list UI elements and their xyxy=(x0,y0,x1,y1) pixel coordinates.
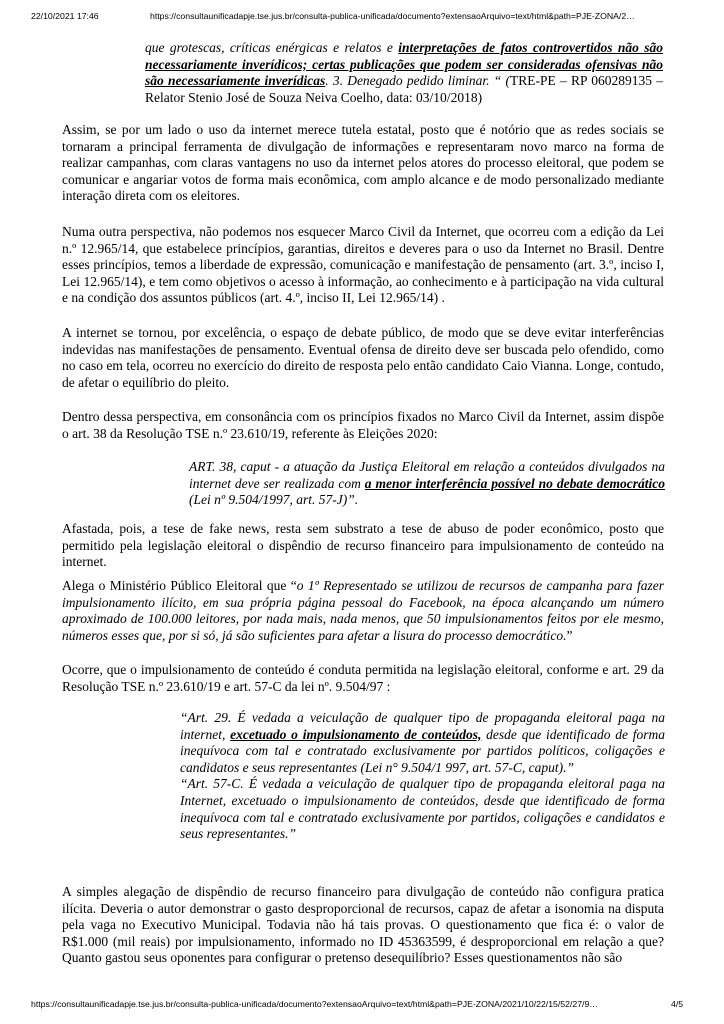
quote1-text-b: . 3. Denegado pedido liminar. “ ( xyxy=(325,73,511,89)
paragraph-8: A simples alegação de dispêndio de recurso financeiro para divulgação de conteúdo não configura pratica ilícita. Deveria o autor demonstrar o gasto desproporcional de recursos, capaz de afetar a isonomia na disputa pela vaga no Executivo Municipal. Todavia não há tais provas. O questionamento que fica é: o valor de R$1.000 (mil reais) por impulsionamento, informado no ID 45363599, é desproporcional em relação a que? Quanto gastou seus oponentes para configurar o pretenso desequilíbrio? Esses questionamentos não são xyxy=(62,884,664,966)
paragraph-4: Dentro dessa perspectiva, em consonância com os princípios fixados no Marco Civil da Internet, assim dispõe o art. 38 da Resolução TSE n.º 23.610/19, referente às Eleições 2020: xyxy=(62,409,664,441)
quote2-emphasis: a menor interferência possível no debate democrático xyxy=(364,475,665,491)
quote1-emphasis: interpretações de fatos controvertidos não são necessariamente inverídicos; certas publicações que podem ser consideradas ofensivas não são necessariamente inverídicas xyxy=(145,40,663,89)
paragraph-2: Numa outra perspectiva, não podemos nos esquecer Marco Civil da Internet, que ocorreu com a edição da Lei n.º 12.965/14, que estabelece princípios, garantias, direitos e deveres para o uso da Internet no Brasil. Dentre esses princípios, temos a liberdade de expressão, comunicação e manifestação de pensamento (art. 3.º, inciso I, Lei 12.965/14), e tem como objetivos o acesso à informação, ao conhecimento e à participação na vida cultural e na condição dos assuntos públicos (art. 4.º, inciso II, Lei 12.965/14) . xyxy=(62,224,664,306)
quote3-a-text-a: “Art. 29. É vedada a veiculação de qualquer tipo de propaganda eleitoral paga na internet, xyxy=(180,710,665,742)
quote1-text-a: que grotescas, críticas enérgicas e relatos e xyxy=(145,40,399,55)
header-url: https://consultaunificadapje.tse.jus.br/consulta-publica-unificada/documento?extensaoArquivo=text/html&path=PJE-ZONA/2… xyxy=(150,11,635,21)
paragraph-6 xyxy=(62,578,664,644)
browser-print-header xyxy=(0,11,724,27)
footer-url: https://consultaunificadapje.tse.jus.br/consulta-publica-unificada/documento?extensaoArquivo=text/html&path=PJE-ZONA/2021/10/22/15/52/27/9… xyxy=(31,999,598,1009)
paragraph-5: Afastada, pois, a tese de fake news, resta sem substrato a tese de abuso de poder econômico, posto que permitido pela legislação eleitoral o dispêndio de recurso financeiro para impulsionamento de conteúdo na internet. xyxy=(62,521,664,570)
quote3-emphasis: excetuado o impulsionamento de conteúdos, xyxy=(230,726,482,742)
p6-lead: Alega o Ministério Público Eleitoral que “ xyxy=(62,578,297,593)
browser-print-footer xyxy=(0,999,724,1015)
quote-art-38 xyxy=(189,459,665,509)
p6-close: ” xyxy=(566,627,573,643)
quote2-text-a: ART. 38, caput - a atuação da Justiça Eleitoral em relação a conteúdos divulgados na internet deve ser realizada com xyxy=(189,459,665,491)
quote-art-29 xyxy=(180,710,665,776)
page-number: 4/5 xyxy=(671,999,684,1009)
quote-art-29-57c xyxy=(180,710,665,843)
quote3-a-text-b: desde que identificado de forma inequívoca com tal e contratado exclusivamente por partidos políticos, coligações e candidatos e seus representantes (Lei n° 9.504/1 997, art. 57-C, caput).” xyxy=(180,726,666,775)
quote-tre-pe xyxy=(145,40,663,106)
paragraph-1: Assim, se por um lado o uso da internet merece tutela estatal, posto que é notório que as redes sociais se tornaram a principal ferramenta de divulgação de informações e representaram novo marco na forma de realizar campanhas, com claras vantagens no uso da internet pelos atores do processo eleitoral, que podem se comunicar e angariar votos de forma mais econômica, com amplo alcance e de modo personalizado mediante interação direta com os eleitores. xyxy=(62,122,664,204)
quote1-citation: TRE-PE – RP 060289135 – Relator Stenio José de Souza Neiva Coelho, data: 03/10/2018) xyxy=(145,73,663,105)
paragraph-3: A internet se tornou, por excelência, o espaço de debate público, de modo que se deve evitar interferências indevidas nas manifestações de pensamento. Eventual ofensa de direito deve ser buscada pelo ofendido, como no caso em tela, ocorreu no exercício do direito de resposta pelo então candidato Caio Vianna. Longe, contudo, de afetar o equilíbrio do pleito. xyxy=(62,325,664,390)
paragraph-7: Ocorre, que o impulsionamento de conteúdo é conduta permitida na legislação eleitoral, conforme e art. 29 da Resolução TSE n.º 23.610/19 e art. 57-C da lei nº. 9.504/97 : xyxy=(62,662,664,694)
quote-art-57c: “Art. 57-C. É vedada a veiculação de qualquer tipo de propaganda eleitoral paga na Internet, excetuado o impulsionamento de conteúdos, desde que identificado de forma inequívoca com tal e contratado exclusivamente por partidos, coligações e candidatos e seus representantes.” xyxy=(180,776,665,842)
quote2-text-b: (Lei nº 9.504/1997, art. 57-J)”. xyxy=(189,492,359,508)
print-timestamp: 22/10/2021 17:46 xyxy=(31,11,99,21)
p6-quote: o 1º Representado se utilizou de recursos de campanha para fazer impulsionamento ilícito, em sua própria página pessoal do Facebook, na época alcançando um número aproximado de 100.000 leitores, por nada mais, nada menos, que 50 impulsionamentos feitos por ele mesmo, números esses que, por si só, já são suficientes para afetar a lisura do processo democrático. xyxy=(62,578,664,643)
